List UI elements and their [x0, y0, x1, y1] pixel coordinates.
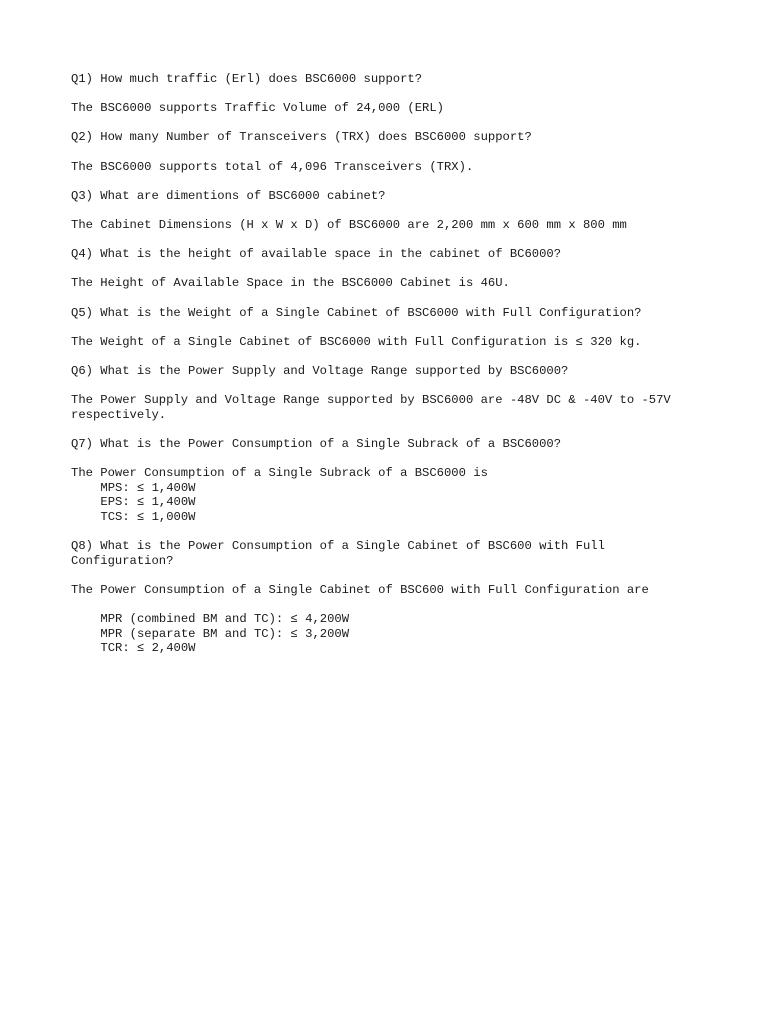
answer-2: The BSC6000 supports total of 4,096 Transceivers (TRX).	[71, 159, 474, 174]
answer-1: The BSC6000 supports Traffic Volume of 24,000 (ERL)	[71, 101, 444, 116]
question-2: Q2) How many Number of Transceivers (TRX) does BSC6000 support?	[71, 130, 532, 145]
question-7: Q7) What is the Power Consumption of a Single Subrack of a BSC6000?	[71, 436, 562, 451]
list-item: EPS: ≤ 1,400W	[100, 495, 196, 510]
answer-7-list	[71, 481, 697, 525]
answer-3: The Cabinet Dimensions (H x W x D) of BSC6000 are 2,200 mm x 600 mm x 800 mm	[71, 217, 627, 232]
answer-8: The Power Consumption of a Single Cabinet of BSC600 with Full Configuration are	[71, 582, 649, 597]
question-1: Q1) How much traffic (Erl) does BSC6000 support?	[71, 72, 423, 86]
answer-8-list	[71, 612, 697, 656]
question-3: Q3) What are dimentions of BSC6000 cabinet?	[71, 188, 386, 203]
list-item: MPS: ≤ 1,400W	[100, 480, 196, 495]
list-item: TCS: ≤ 1,000W	[100, 509, 196, 524]
list-item: MPR (combined BM and TC): ≤ 4,200W	[100, 611, 350, 626]
question-8: Q8) What is the Power Consumption of a Single Cabinet of BSC600 with Full Configuration?	[71, 539, 613, 568]
list-item: MPR (separate BM and TC): ≤ 3,200W	[100, 626, 350, 641]
answer-5: The Weight of a Single Cabinet of BSC6000 with Full Configuration is ≤ 320 kg.	[71, 334, 642, 349]
question-4: Q4) What is the height of available space in the cabinet of BC6000?	[71, 247, 562, 262]
answer-7: The Power Consumption of a Single Subrack of a BSC6000 is	[71, 466, 488, 481]
answer-4: The Height of Available Space in the BSC6000 Cabinet is 46U.	[71, 276, 510, 291]
question-5: Q5) What is the Weight of a Single Cabinet of BSC6000 with Full Configuration?	[71, 305, 642, 320]
list-item: TCR: ≤ 2,400W	[100, 641, 196, 656]
question-6: Q6) What is the Power Supply and Voltage Range supported by BSC6000?	[71, 363, 569, 378]
document-page	[71, 72, 697, 670]
answer-6: The Power Supply and Voltage Range supported by BSC6000 are -48V DC & -40V to -57V respectively.	[71, 393, 679, 422]
